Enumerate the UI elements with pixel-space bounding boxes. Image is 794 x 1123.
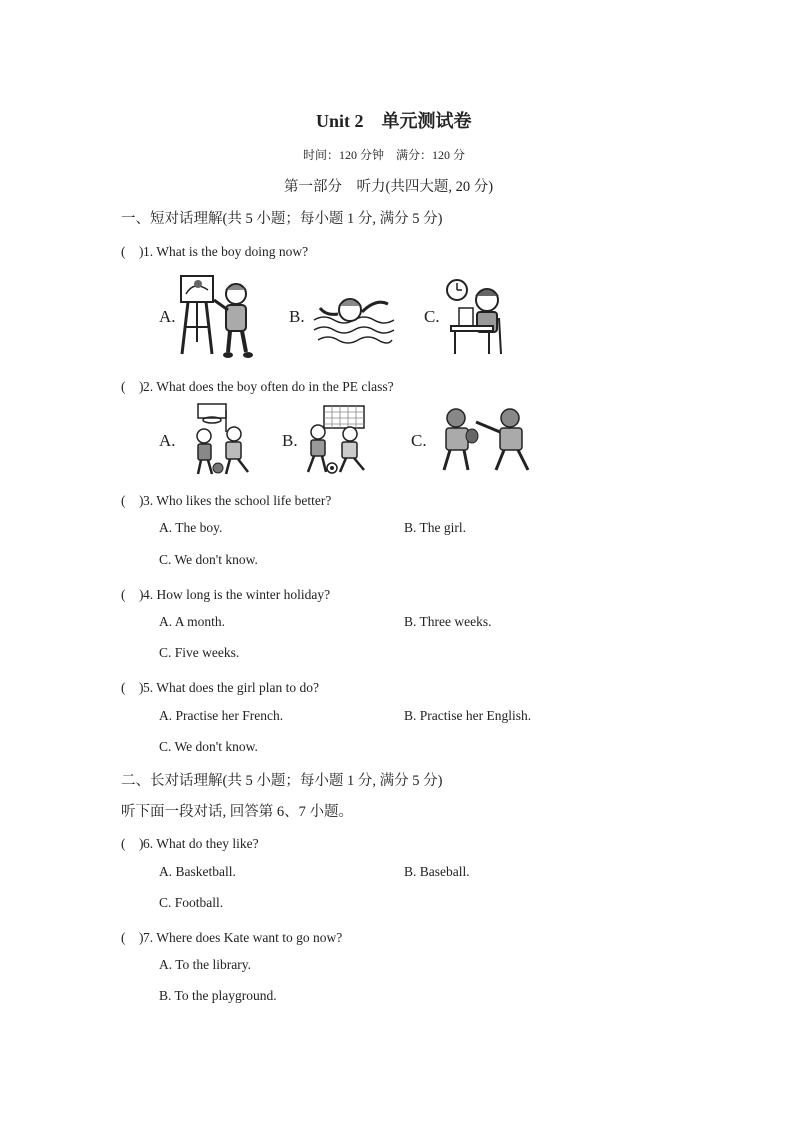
- question-text: 1. What is the boy doing now?: [143, 244, 309, 259]
- page-title: Unit 2 单元测试卷: [316, 111, 472, 131]
- section-2-heading: 二、长对话理解(共 5 小题；每小题 1 分, 满分 5 分): [121, 773, 443, 789]
- option-a-label: A.: [159, 431, 176, 450]
- exam-meta: 时间：120 分钟 满分：120 分: [303, 148, 466, 162]
- option-b[interactable]: B. The girl.: [404, 520, 466, 535]
- swimming-boy-icon: [312, 290, 396, 346]
- option-a-label: A.: [159, 307, 176, 326]
- football-icon: [302, 404, 376, 476]
- option-a[interactable]: A. To the library.: [159, 957, 252, 972]
- question-7: [121, 926, 342, 946]
- section-2-instruction: 听下面一段对话, 回答第 6、7 小题。: [121, 804, 353, 820]
- answer-blank[interactable]: ( ): [121, 379, 144, 394]
- answer-blank[interactable]: ( ): [121, 930, 144, 945]
- question-text: 7. Where does Kate want to go now?: [143, 930, 343, 945]
- answer-blank[interactable]: ( ): [121, 244, 144, 259]
- option-b[interactable]: B. Baseball.: [404, 864, 470, 879]
- part-heading: 第一部分 听力(共四大题, 20 分): [284, 179, 494, 195]
- option-c[interactable]: C. We don't know.: [159, 552, 258, 567]
- studying-boy-icon: [445, 278, 507, 358]
- question-6: [121, 832, 259, 852]
- answer-blank[interactable]: ( ): [121, 680, 144, 695]
- option-a[interactable]: A. Basketball.: [159, 864, 236, 879]
- question-3: [121, 489, 331, 509]
- section-1-heading: 一、短对话理解(共 5 小题；每小题 1 分, 满分 5 分): [121, 211, 443, 227]
- option-b[interactable]: B. To the playground.: [159, 988, 277, 1003]
- option-a[interactable]: A. Practise her French.: [159, 708, 284, 723]
- option-c[interactable]: C. Football.: [159, 895, 224, 910]
- option-b-label: B.: [289, 307, 305, 326]
- question-2: [121, 375, 394, 395]
- answer-blank[interactable]: ( ): [121, 836, 144, 851]
- option-c[interactable]: C. We don't know.: [159, 739, 258, 754]
- option-a[interactable]: A. A month.: [159, 614, 226, 629]
- question-text: 3. Who likes the school life better?: [143, 493, 332, 508]
- option-c-label: C.: [424, 307, 440, 326]
- answer-blank[interactable]: ( ): [121, 587, 144, 602]
- question-5: [121, 676, 319, 696]
- question-text: 4. How long is the winter holiday?: [143, 587, 331, 602]
- option-b[interactable]: B. Three weeks.: [404, 614, 492, 629]
- drawing-boy-icon: [178, 272, 260, 360]
- option-a[interactable]: A. The boy.: [159, 520, 223, 535]
- option-c[interactable]: C. Five weeks.: [159, 645, 240, 660]
- option-b-label: B.: [282, 431, 298, 450]
- question-4: [121, 583, 330, 603]
- answer-blank[interactable]: ( ): [121, 493, 144, 508]
- baseball-icon: [436, 406, 536, 476]
- question-text: 6. What do they like?: [143, 836, 259, 851]
- basketball-icon: [188, 402, 260, 478]
- option-b[interactable]: B. Practise her English.: [404, 708, 532, 723]
- question-text: 2. What does the boy often do in the PE class?: [143, 379, 394, 394]
- question-1: [121, 240, 308, 260]
- option-c-label: C.: [411, 431, 427, 450]
- question-text: 5. What does the girl plan to do?: [143, 680, 319, 695]
